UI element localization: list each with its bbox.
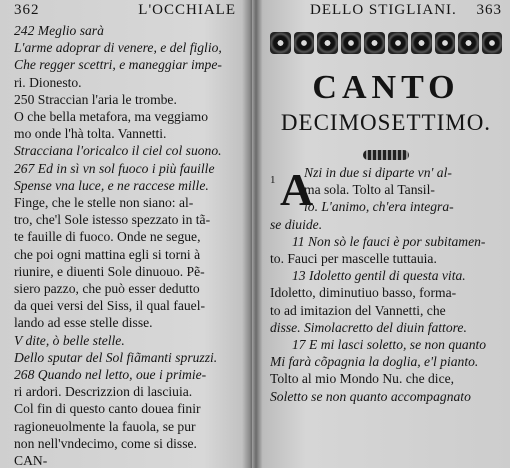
- text-line: ragioneuolmente la fauola, se pur: [14, 418, 196, 434]
- text-line: lando ad esse stelle disse.: [14, 315, 153, 331]
- text-line: che poi ogni mattina egli si torni à: [14, 246, 201, 262]
- text-line: to ad imitazion del Vannetti, che: [270, 302, 446, 318]
- text-line: 267 Ed in sì vn sol fuoco i più fauille: [14, 160, 215, 176]
- text-line: 250 Straccian l'aria le trombe.: [14, 91, 177, 107]
- page-number-right: 363: [476, 2, 502, 18]
- left-page: [0, 0, 252, 468]
- drop-cap: A: [280, 164, 314, 215]
- text-line: CAN-: [14, 453, 48, 468]
- running-head-title-left: L'OCCHIALE: [138, 2, 236, 18]
- argument-number: 1: [270, 174, 276, 186]
- text-line: Dello sputar del Sol fiãmanti spruzzi.: [14, 349, 218, 365]
- text-line: 17 E mi lasci soletto, se non quanto: [292, 337, 487, 353]
- text-line: se diuide.: [270, 216, 323, 232]
- text-line: Idoletto, diminutiuo basso, forma-: [270, 285, 457, 301]
- left-page-text: [14, 22, 246, 468]
- small-ornament: [363, 150, 409, 160]
- text-line: Che regger scettri, e maneggiar impe-: [14, 57, 222, 73]
- text-line: lo. L'animo, ch'era integra-: [304, 199, 454, 215]
- text-line: Tolto al mio Mondo Nu. che dice,: [270, 371, 455, 387]
- text-line: tro, che'l Sole istesso spezzato in tã-: [14, 212, 211, 228]
- text-line: disse. Simolacretto del diuin fattore.: [270, 319, 467, 335]
- canto-argument: [270, 164, 502, 216]
- text-line: Mi farà cõpagnia la doglia, e'l pianto.: [270, 354, 479, 370]
- text-line: 11 Non sò le fauci è por subitamen-: [292, 233, 486, 249]
- text-line: to. Fauci per mascelle tuttauia.: [270, 251, 437, 267]
- running-head-right: [270, 2, 502, 22]
- text-line: O che bella metafora, ma veggiamo: [14, 109, 209, 125]
- text-line: 268 Quando nel letto, oue i primie-: [14, 367, 207, 383]
- right-page: [258, 0, 510, 468]
- text-line: riunire, e diuenti Sole dinuouo. Pẽ-: [14, 263, 205, 279]
- text-line: 242 Meglio sarà: [14, 23, 104, 38]
- right-page-text: [270, 216, 502, 405]
- text-line: non nell'vndecimo, come si disse.: [14, 435, 197, 451]
- text-line: ri. Dionesto.: [14, 74, 82, 90]
- text-line: Nzi in due si diparte vn' al-: [304, 165, 452, 180]
- text-line: ri ardori. Descrizzion di lasciuia.: [14, 384, 193, 400]
- canto-subtitle: DECIMOSETTIMO.: [280, 110, 492, 135]
- text-line: 13 Idoletto gentil di questa vita.: [292, 268, 466, 284]
- text-line: Stracciana l'oricalco il ciel col suono.: [14, 143, 222, 159]
- text-line: te fauille di fuoco. Onde ne segue,: [14, 229, 201, 245]
- text-line: mo onde l'hà tolta. Vannetti.: [14, 126, 167, 142]
- text-line: Soletto se non quanto accompagnato: [270, 388, 471, 404]
- argument-lines: [304, 164, 502, 216]
- text-line: V dite, ò belle stelle.: [14, 332, 125, 348]
- text-line: Col fin di questo canto douea finir: [14, 401, 201, 417]
- running-head-left: [14, 2, 246, 22]
- text-line: da quei versi del Siss, il qual fauel-: [14, 298, 206, 314]
- text-line: Finge, che le stelle non siano: al-: [14, 195, 194, 211]
- text-line: L'arme adoprar di venere, e del figlio,: [14, 40, 222, 56]
- text-line: Spense vna luce, e ne raccese mille.: [14, 177, 209, 193]
- text-line: siero pazzo, che può esser dedutto: [14, 281, 200, 297]
- text-line: ma sola. Tolto al Tansil-: [304, 182, 435, 198]
- page-number-left: 362: [14, 2, 40, 18]
- headpiece-ornament: [270, 32, 502, 56]
- running-head-title-right: DELLO STIGLIANI.: [310, 2, 457, 18]
- canto-title: CANTO: [312, 69, 460, 106]
